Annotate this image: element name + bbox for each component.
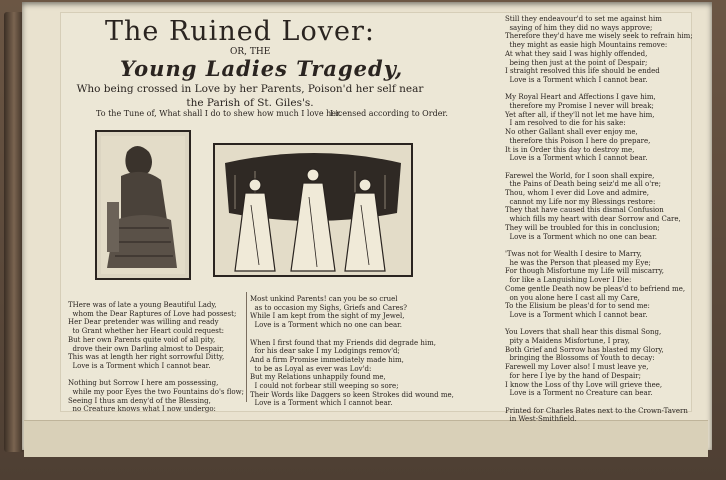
verse-column-middle: Most unkind Parents! can you be so cruel as to occasion my Sighs, Griefs and Cares? While I am kept from the sight of my Jewel, Love is a Torment which no one can bear. When I first found that my Friends did degrade him, for his dear sake I my Lodgings remov'd; And a firm Promise immediately made him, to be as Loyal as ever was Lov'd: But my Relations unhappily found me, I could not forbear still weeping so sore; Their Words like Daggers so keen Strokes did wound Love is a Torment which I cannot bear. [250,295,439,408]
tune-line: To the Tune of, What shall I do to shew how much I love her. [96,109,342,118]
or-the-line: OR, THE [230,47,271,57]
ballad-subtitle: Young Ladies Tragedy, [120,56,404,81]
licensed-line: Licensed according to Order. [330,109,448,118]
page-stack-edge [24,420,708,457]
woodcut-seated-woman [95,130,191,280]
ballad-title: The Ruined Lover: [105,16,375,47]
verse-column-right: Still they endeavour'd to set me against him saying of him they did no ways approve; Therefore they'd have me wisely seek to refrain him; they might as easie high Mountains remove: At what they said I was highly offended, being then just at the point of Despair; I straight resolved this life should be ended Love is a Torment which I cannot bear. My Royal Heart and Affections I gave him, therefore my Promise I never will break; Yet after all, if they'll not let me have him, I am resolved to die for his sake: No other Gallant shall ever enjoy me, therefore this Poison I here do prepare, It is in Order this day to destroy me, Love is a Torment which I cannot bear. Farewel the World, for I soon shall expire, the Pains of Death being seiz'd me all o're; Thou, whom I ever did Love and admire, cannot my Life nor my Blessings restore: They that have caused this dismal Confusion which fills my heart with dear Sorrow and Care, They will be troubled for this in conclusion; Love is a Torment which no one can bear. 'Twas not for Wealth I desire to Marry, he was the Person that pleased my Eye; For though Misfortune my Life will miscarry, for like a Languishing Lover I Die: Come gentle Death now be pleas'd to befriend me, on you alone here I cast all my Care, To the Elisium be pleas'd for to send me: Love is a Torment which I cannot bear. You Lovers that shall hear this dismal Song, pity a Maidens Misfortune, I pray, Both Grief and Sorrow has blasted my Glory, bringing the Blossoms of Youth to decay: Farewell my Lover also! I must leave ye, for here I lye by the hand of Despair; I know the Loss of thy Love will grieve thee, Love is a Torment no Creature can bear. Printed for Charles Bates next to the Crown-Tavern in West-Smithfield. [505,15,693,424]
verse-column-left: THere was of late a young Beautiful Lady, whom the Dear Raptures of Love had possest; Her Dear pretender was willing and ready to Grant whether her Heart could request: But her own Parents quite void of all pity, drove their own Darling almost to Despair, This was at length her right sorrowful Ditty, Love is a Torment which I cannot bear. Nothing but Sorrow I here am possessing, while my poor Eyes the two Fountains do's flow; Seeing I thus am deny'd of the Blessing, no Creature knows what I now undergo: [68,301,244,414]
woodcut-three-figures [213,143,413,277]
descriptive-line: Who being crossed in Love by her Parents, Poison'd her self near the Parish of St. Giles's. [76,83,424,109]
column-divider [246,292,247,402]
woodcut-seated-woman-image [97,132,189,278]
book-spine [4,12,24,452]
woodcut-three-figures-image [215,145,411,275]
